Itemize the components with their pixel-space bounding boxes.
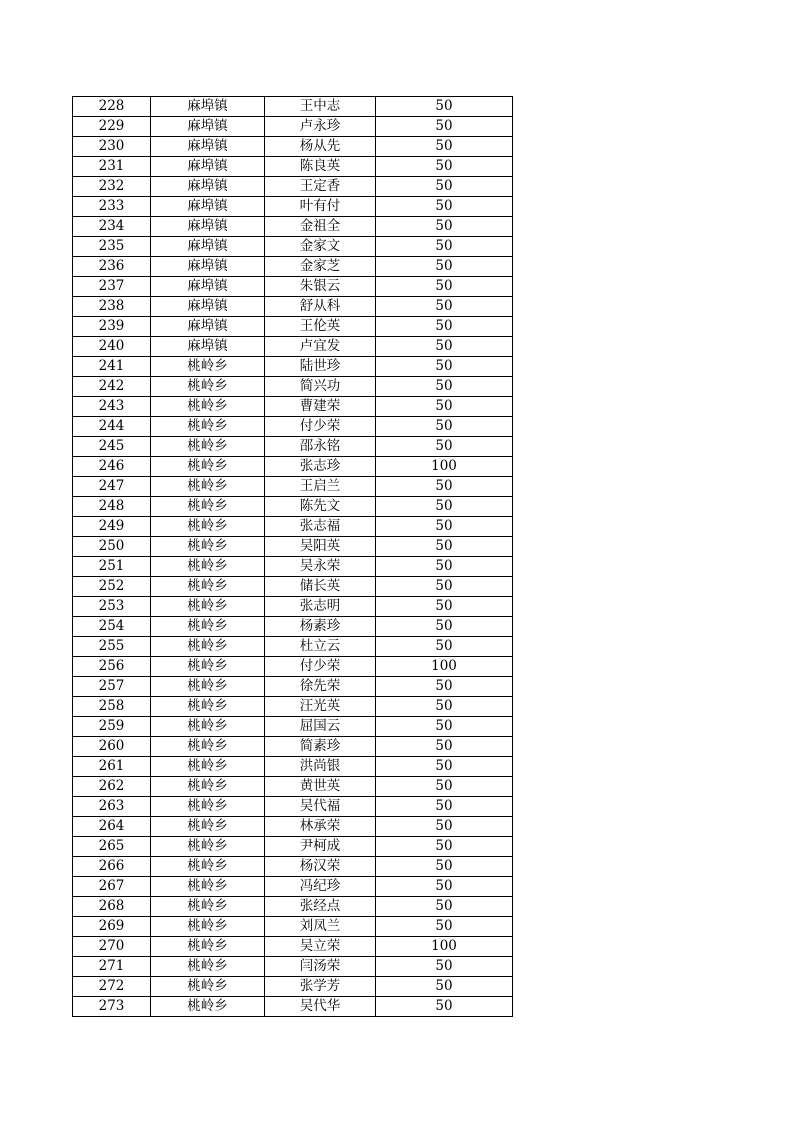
row-number-cell: 231 xyxy=(73,157,151,177)
amount-cell: 50 xyxy=(376,277,513,297)
township-cell: 桃岭乡 xyxy=(151,997,265,1017)
table-row xyxy=(73,617,513,637)
table-row xyxy=(73,337,513,357)
table-row xyxy=(73,537,513,557)
township-cell: 桃岭乡 xyxy=(151,377,265,397)
row-number-cell: 246 xyxy=(73,457,151,477)
row-number-cell: 250 xyxy=(73,537,151,557)
amount-cell: 50 xyxy=(376,877,513,897)
township-cell: 桃岭乡 xyxy=(151,897,265,917)
person-name-cell: 卢宜发 xyxy=(265,337,376,357)
table-row xyxy=(73,117,513,137)
township-cell: 桃岭乡 xyxy=(151,637,265,657)
row-number-cell: 272 xyxy=(73,977,151,997)
person-name-cell: 杨素珍 xyxy=(265,617,376,637)
person-name-cell: 王伦英 xyxy=(265,317,376,337)
township-cell: 桃岭乡 xyxy=(151,357,265,377)
township-cell: 麻埠镇 xyxy=(151,237,265,257)
amount-cell: 50 xyxy=(376,397,513,417)
township-cell: 麻埠镇 xyxy=(151,157,265,177)
roster-table-body xyxy=(73,97,513,1017)
amount-cell: 50 xyxy=(376,177,513,197)
township-cell: 桃岭乡 xyxy=(151,477,265,497)
table-row xyxy=(73,197,513,217)
township-cell: 麻埠镇 xyxy=(151,337,265,357)
person-name-cell: 朱银云 xyxy=(265,277,376,297)
table-row xyxy=(73,957,513,977)
township-cell: 桃岭乡 xyxy=(151,837,265,857)
table-row xyxy=(73,437,513,457)
person-name-cell: 黄世英 xyxy=(265,777,376,797)
table-row xyxy=(73,417,513,437)
township-cell: 桃岭乡 xyxy=(151,957,265,977)
table-row xyxy=(73,717,513,737)
row-number-cell: 273 xyxy=(73,997,151,1017)
row-number-cell: 239 xyxy=(73,317,151,337)
person-name-cell: 冯纪珍 xyxy=(265,877,376,897)
amount-cell: 50 xyxy=(376,117,513,137)
roster-table xyxy=(72,96,513,1017)
amount-cell: 50 xyxy=(376,777,513,797)
table-row xyxy=(73,137,513,157)
table-row xyxy=(73,257,513,277)
amount-cell: 50 xyxy=(376,137,513,157)
row-number-cell: 270 xyxy=(73,937,151,957)
row-number-cell: 240 xyxy=(73,337,151,357)
township-cell: 桃岭乡 xyxy=(151,777,265,797)
amount-cell: 50 xyxy=(376,377,513,397)
amount-cell: 50 xyxy=(376,837,513,857)
township-cell: 桃岭乡 xyxy=(151,797,265,817)
row-number-cell: 237 xyxy=(73,277,151,297)
amount-cell: 50 xyxy=(376,157,513,177)
table-row xyxy=(73,657,513,677)
row-number-cell: 269 xyxy=(73,917,151,937)
person-name-cell: 吴代福 xyxy=(265,797,376,817)
amount-cell: 50 xyxy=(376,357,513,377)
amount-cell: 50 xyxy=(376,337,513,357)
amount-cell: 50 xyxy=(376,717,513,737)
township-cell: 桃岭乡 xyxy=(151,817,265,837)
township-cell: 麻埠镇 xyxy=(151,137,265,157)
township-cell: 桃岭乡 xyxy=(151,657,265,677)
row-number-cell: 251 xyxy=(73,557,151,577)
row-number-cell: 249 xyxy=(73,517,151,537)
amount-cell: 50 xyxy=(376,557,513,577)
table-row xyxy=(73,937,513,957)
person-name-cell: 杨汉荣 xyxy=(265,857,376,877)
amount-cell: 50 xyxy=(376,437,513,457)
row-number-cell: 233 xyxy=(73,197,151,217)
person-name-cell: 张经点 xyxy=(265,897,376,917)
person-name-cell: 徐先荣 xyxy=(265,677,376,697)
row-number-cell: 229 xyxy=(73,117,151,137)
person-name-cell: 闫汤荣 xyxy=(265,957,376,977)
row-number-cell: 234 xyxy=(73,217,151,237)
row-number-cell: 268 xyxy=(73,897,151,917)
row-number-cell: 265 xyxy=(73,837,151,857)
table-row xyxy=(73,817,513,837)
row-number-cell: 238 xyxy=(73,297,151,317)
person-name-cell: 简素珍 xyxy=(265,737,376,757)
amount-cell: 100 xyxy=(376,937,513,957)
table-row xyxy=(73,297,513,317)
table-row xyxy=(73,837,513,857)
person-name-cell: 吴阳英 xyxy=(265,537,376,557)
amount-cell: 50 xyxy=(376,577,513,597)
township-cell: 桃岭乡 xyxy=(151,937,265,957)
person-name-cell: 吴立荣 xyxy=(265,937,376,957)
row-number-cell: 258 xyxy=(73,697,151,717)
township-cell: 麻埠镇 xyxy=(151,277,265,297)
township-cell: 麻埠镇 xyxy=(151,177,265,197)
amount-cell: 100 xyxy=(376,457,513,477)
table-row xyxy=(73,397,513,417)
row-number-cell: 243 xyxy=(73,397,151,417)
amount-cell: 50 xyxy=(376,817,513,837)
amount-cell: 50 xyxy=(376,677,513,697)
table-row xyxy=(73,897,513,917)
table-row xyxy=(73,997,513,1017)
person-name-cell: 杨从先 xyxy=(265,137,376,157)
person-name-cell: 洪尚银 xyxy=(265,757,376,777)
person-name-cell: 付少荣 xyxy=(265,417,376,437)
row-number-cell: 242 xyxy=(73,377,151,397)
amount-cell: 50 xyxy=(376,977,513,997)
table-row xyxy=(73,497,513,517)
table-row xyxy=(73,797,513,817)
amount-cell: 50 xyxy=(376,737,513,757)
table-row xyxy=(73,457,513,477)
amount-cell: 50 xyxy=(376,997,513,1017)
township-cell: 桃岭乡 xyxy=(151,677,265,697)
person-name-cell: 王定香 xyxy=(265,177,376,197)
row-number-cell: 262 xyxy=(73,777,151,797)
table-row xyxy=(73,557,513,577)
row-number-cell: 235 xyxy=(73,237,151,257)
person-name-cell: 金祖全 xyxy=(265,217,376,237)
row-number-cell: 260 xyxy=(73,737,151,757)
row-number-cell: 253 xyxy=(73,597,151,617)
row-number-cell: 264 xyxy=(73,817,151,837)
person-name-cell: 王启兰 xyxy=(265,477,376,497)
person-name-cell: 尹柯成 xyxy=(265,837,376,857)
person-name-cell: 汪光英 xyxy=(265,697,376,717)
row-number-cell: 248 xyxy=(73,497,151,517)
person-name-cell: 张学芳 xyxy=(265,977,376,997)
person-name-cell: 简兴功 xyxy=(265,377,376,397)
amount-cell: 50 xyxy=(376,697,513,717)
person-name-cell: 屈国云 xyxy=(265,717,376,737)
row-number-cell: 266 xyxy=(73,857,151,877)
person-name-cell: 林承荣 xyxy=(265,817,376,837)
township-cell: 桃岭乡 xyxy=(151,717,265,737)
township-cell: 桃岭乡 xyxy=(151,457,265,477)
person-name-cell: 邵永铭 xyxy=(265,437,376,457)
township-cell: 桃岭乡 xyxy=(151,737,265,757)
township-cell: 桃岭乡 xyxy=(151,417,265,437)
person-name-cell: 储长英 xyxy=(265,577,376,597)
person-name-cell: 吴永荣 xyxy=(265,557,376,577)
person-name-cell: 吴代华 xyxy=(265,997,376,1017)
person-name-cell: 陈良英 xyxy=(265,157,376,177)
township-cell: 麻埠镇 xyxy=(151,117,265,137)
table-row xyxy=(73,277,513,297)
table-row xyxy=(73,97,513,117)
township-cell: 桃岭乡 xyxy=(151,917,265,937)
row-number-cell: 236 xyxy=(73,257,151,277)
row-number-cell: 256 xyxy=(73,657,151,677)
table-row xyxy=(73,237,513,257)
row-number-cell: 245 xyxy=(73,437,151,457)
amount-cell: 50 xyxy=(376,757,513,777)
township-cell: 麻埠镇 xyxy=(151,217,265,237)
amount-cell: 50 xyxy=(376,217,513,237)
person-name-cell: 陈先文 xyxy=(265,497,376,517)
township-cell: 桃岭乡 xyxy=(151,497,265,517)
person-name-cell: 金家文 xyxy=(265,237,376,257)
table-row xyxy=(73,977,513,997)
row-number-cell: 241 xyxy=(73,357,151,377)
person-name-cell: 叶有付 xyxy=(265,197,376,217)
township-cell: 桃岭乡 xyxy=(151,397,265,417)
township-cell: 桃岭乡 xyxy=(151,437,265,457)
township-cell: 桃岭乡 xyxy=(151,517,265,537)
table-row xyxy=(73,697,513,717)
township-cell: 桃岭乡 xyxy=(151,877,265,897)
township-cell: 桃岭乡 xyxy=(151,557,265,577)
row-number-cell: 271 xyxy=(73,957,151,977)
table-row xyxy=(73,597,513,617)
amount-cell: 100 xyxy=(376,657,513,677)
row-number-cell: 228 xyxy=(73,97,151,117)
township-cell: 桃岭乡 xyxy=(151,597,265,617)
row-number-cell: 257 xyxy=(73,677,151,697)
person-name-cell: 张志珍 xyxy=(265,457,376,477)
table-row xyxy=(73,637,513,657)
table-row xyxy=(73,777,513,797)
person-name-cell: 舒从科 xyxy=(265,297,376,317)
table-row xyxy=(73,177,513,197)
row-number-cell: 252 xyxy=(73,577,151,597)
person-name-cell: 付少荣 xyxy=(265,657,376,677)
table-row xyxy=(73,857,513,877)
amount-cell: 50 xyxy=(376,317,513,337)
township-cell: 桃岭乡 xyxy=(151,537,265,557)
township-cell: 桃岭乡 xyxy=(151,697,265,717)
township-cell: 麻埠镇 xyxy=(151,297,265,317)
person-name-cell: 张志福 xyxy=(265,517,376,537)
amount-cell: 50 xyxy=(376,797,513,817)
person-name-cell: 杜立云 xyxy=(265,637,376,657)
row-number-cell: 254 xyxy=(73,617,151,637)
amount-cell: 50 xyxy=(376,197,513,217)
table-row xyxy=(73,157,513,177)
row-number-cell: 263 xyxy=(73,797,151,817)
amount-cell: 50 xyxy=(376,477,513,497)
table-row xyxy=(73,877,513,897)
table-row xyxy=(73,737,513,757)
amount-cell: 50 xyxy=(376,297,513,317)
person-name-cell: 曹建荣 xyxy=(265,397,376,417)
amount-cell: 50 xyxy=(376,617,513,637)
table-row xyxy=(73,377,513,397)
person-name-cell: 卢永珍 xyxy=(265,117,376,137)
table-row xyxy=(73,577,513,597)
amount-cell: 50 xyxy=(376,257,513,277)
table-row xyxy=(73,757,513,777)
amount-cell: 50 xyxy=(376,597,513,617)
amount-cell: 50 xyxy=(376,417,513,437)
amount-cell: 50 xyxy=(376,857,513,877)
person-name-cell: 张志明 xyxy=(265,597,376,617)
person-name-cell: 金家芝 xyxy=(265,257,376,277)
row-number-cell: 232 xyxy=(73,177,151,197)
amount-cell: 50 xyxy=(376,237,513,257)
table-row xyxy=(73,317,513,337)
row-number-cell: 267 xyxy=(73,877,151,897)
table-row xyxy=(73,677,513,697)
row-number-cell: 261 xyxy=(73,757,151,777)
township-cell: 桃岭乡 xyxy=(151,617,265,637)
person-name-cell: 刘凤兰 xyxy=(265,917,376,937)
amount-cell: 50 xyxy=(376,957,513,977)
township-cell: 桃岭乡 xyxy=(151,757,265,777)
township-cell: 麻埠镇 xyxy=(151,257,265,277)
township-cell: 桃岭乡 xyxy=(151,857,265,877)
table-row xyxy=(73,477,513,497)
row-number-cell: 247 xyxy=(73,477,151,497)
table-row xyxy=(73,357,513,377)
row-number-cell: 255 xyxy=(73,637,151,657)
amount-cell: 50 xyxy=(376,897,513,917)
amount-cell: 50 xyxy=(376,537,513,557)
township-cell: 麻埠镇 xyxy=(151,197,265,217)
township-cell: 麻埠镇 xyxy=(151,97,265,117)
township-cell: 麻埠镇 xyxy=(151,317,265,337)
row-number-cell: 230 xyxy=(73,137,151,157)
township-cell: 桃岭乡 xyxy=(151,577,265,597)
amount-cell: 50 xyxy=(376,517,513,537)
amount-cell: 50 xyxy=(376,497,513,517)
person-name-cell: 陆世珍 xyxy=(265,357,376,377)
amount-cell: 50 xyxy=(376,97,513,117)
amount-cell: 50 xyxy=(376,917,513,937)
row-number-cell: 259 xyxy=(73,717,151,737)
row-number-cell: 244 xyxy=(73,417,151,437)
table-row xyxy=(73,917,513,937)
amount-cell: 50 xyxy=(376,637,513,657)
township-cell: 桃岭乡 xyxy=(151,977,265,997)
table-row xyxy=(73,217,513,237)
table-row xyxy=(73,517,513,537)
person-name-cell: 王中志 xyxy=(265,97,376,117)
